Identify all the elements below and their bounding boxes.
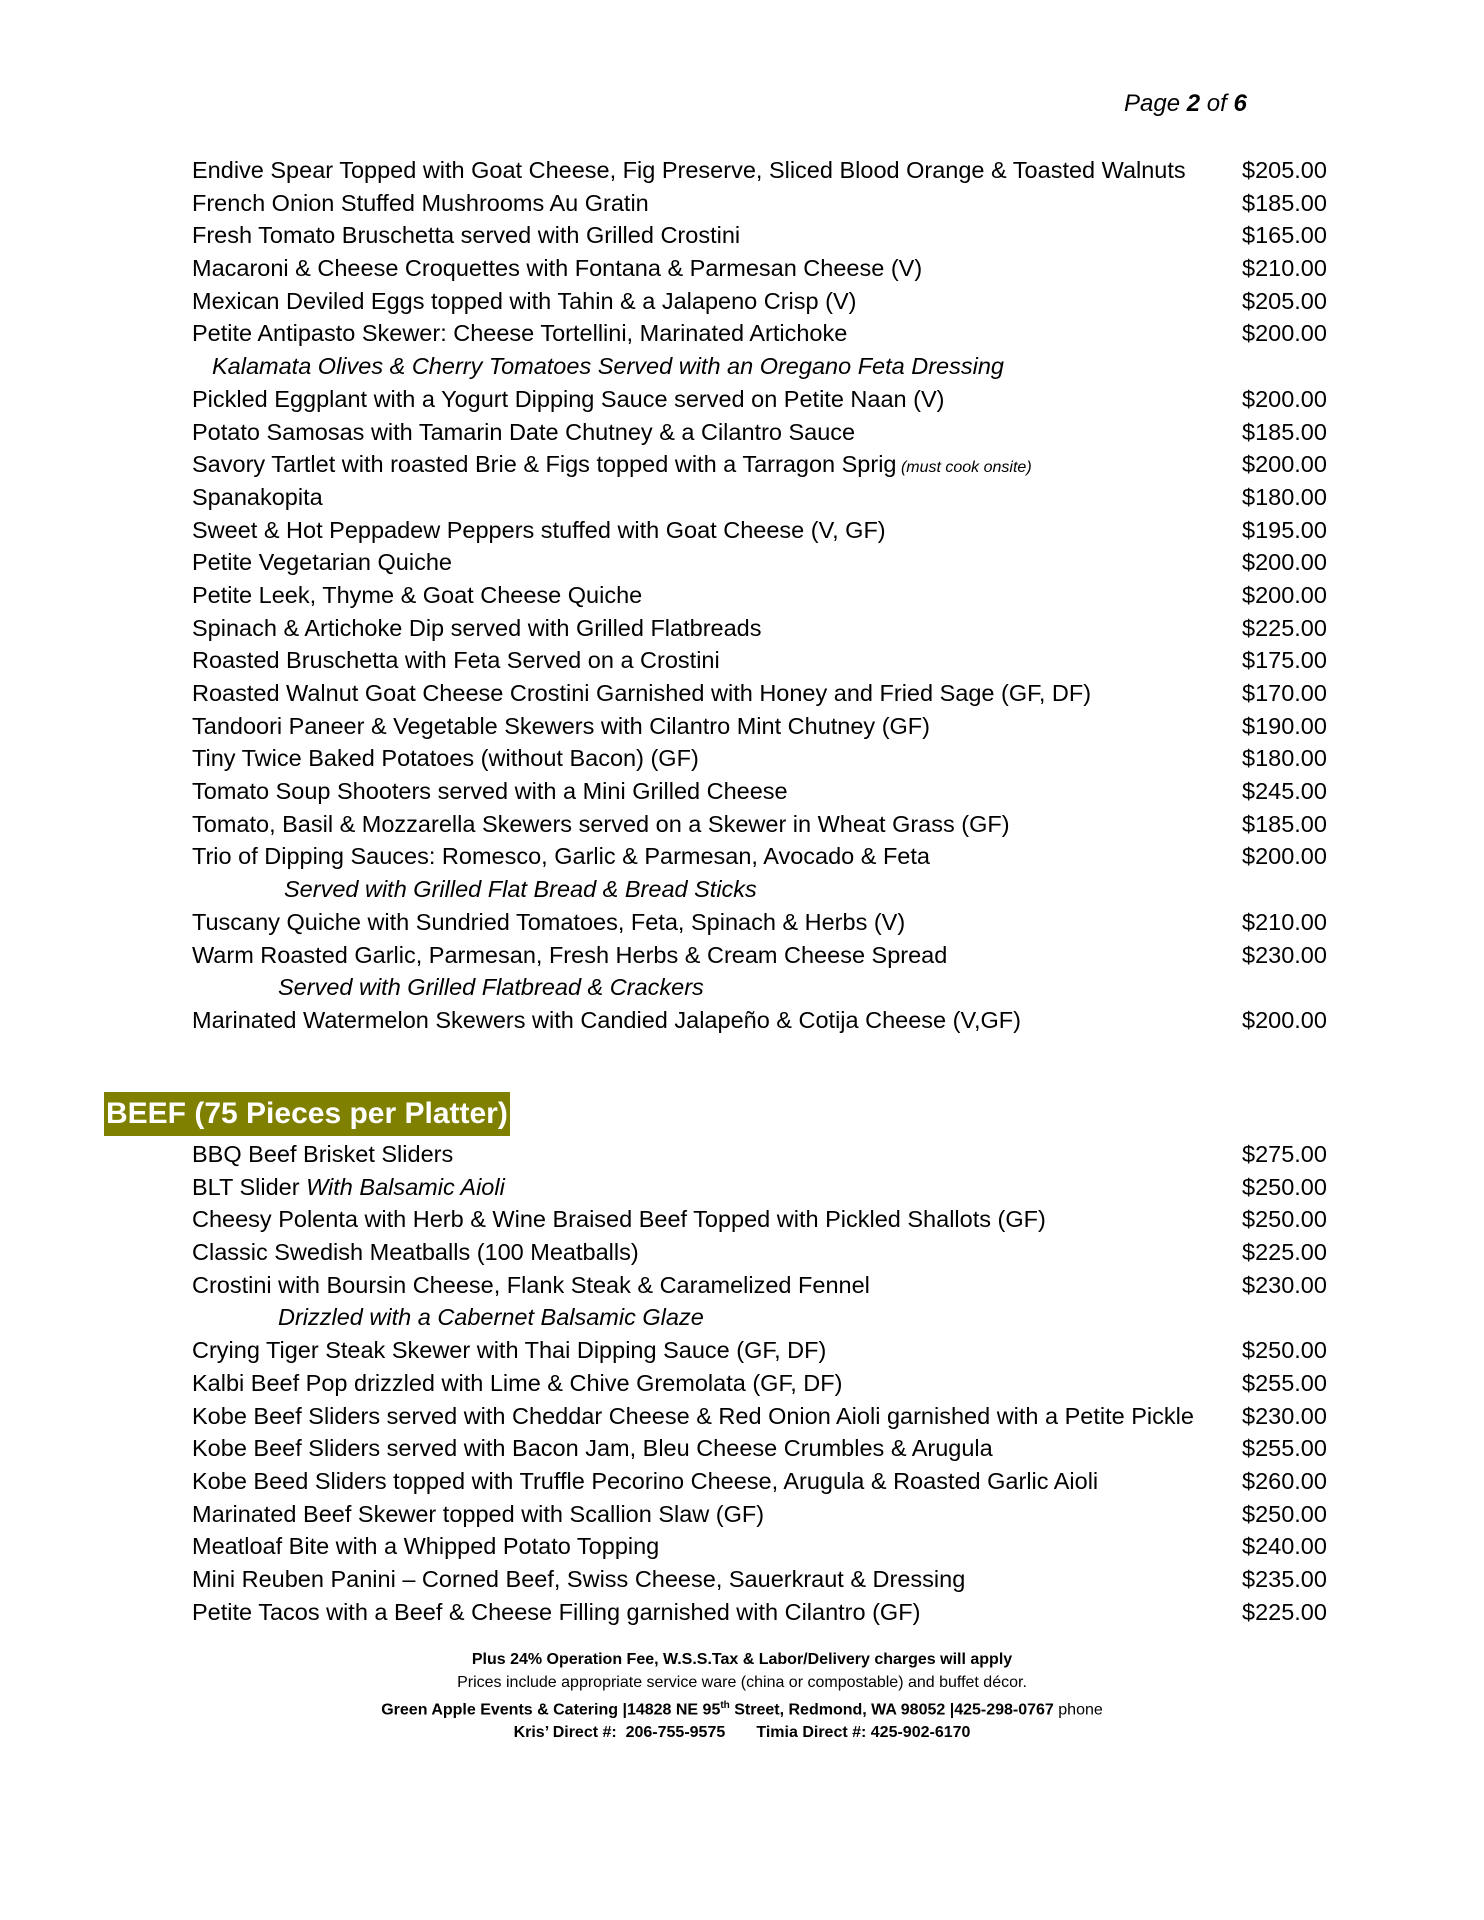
menu-item-price: $240.00	[1242, 1533, 1327, 1560]
menu-item	[192, 187, 1342, 220]
menu-item-price: $200.00	[1242, 843, 1327, 870]
menu-item-name-text: Sweet & Hot Peppadew Peppers stuffed with Goat Cheese (V, GF)	[192, 516, 886, 543]
footer-contacts: Kris’ Direct #: 206-755-9575 Timia Direct #: 425-902-6170	[513, 1724, 971, 1742]
menu-item-price: $235.00	[1242, 1565, 1327, 1592]
menu-item-price: $230.00	[1242, 941, 1327, 968]
menu-item-name	[192, 514, 886, 547]
menu-item	[192, 448, 1342, 481]
menu-item-name-text: Potato Samosas with Tamarin Date Chutney & a Cilantro Sauce	[192, 418, 856, 445]
menu-item-name	[192, 1432, 993, 1465]
menu-item-price: $230.00	[1242, 1271, 1327, 1298]
menu-item-name-text: Tandoori Paneer & Vegetable Skewers with Cilantro Mint Chutney (GF)	[192, 712, 930, 739]
menu-item-name	[192, 1563, 965, 1596]
menu-item-name	[192, 383, 944, 416]
menu-item-price: $210.00	[1242, 255, 1327, 282]
menu-item-description	[192, 873, 1342, 906]
page-number: Page 2 of 6	[1124, 90, 1247, 117]
menu-item-name-text: Tuscany Quiche with Sundried Tomatoes, Feta, Spinach & Herbs (V)	[192, 908, 906, 935]
menu-item-name	[192, 317, 847, 350]
menu-item-price: $275.00	[1242, 1141, 1327, 1167]
menu-item-price: $185.00	[1242, 418, 1327, 445]
menu-item	[192, 775, 1342, 808]
menu-item-name-text: Petite Tacos with a Beef & Cheese Filling garnished with Cilantro (GF)	[192, 1598, 921, 1625]
menu-item	[192, 1465, 1342, 1498]
menu-item-name-text: Roasted Bruschetta with Feta Served on a Crostini	[192, 647, 720, 674]
menu-item-name-text: Cheesy Polenta with Herb & Wine Braised Beef Topped with Pickled Shallots (GF)	[192, 1206, 1046, 1233]
menu-item-name	[192, 677, 1091, 710]
menu-item	[192, 612, 1342, 645]
footer-address: Green Apple Events & Catering |14828 NE 95th Street, Redmond, WA 98052 |425-298-0767 phone	[381, 1700, 1103, 1719]
menu-item-price: $205.00	[1242, 157, 1327, 183]
menu-item-name-text: Mexican Deviled Eggs topped with Tahin & a Jalapeno Crisp (V)	[192, 287, 857, 314]
menu-item	[192, 808, 1342, 841]
menu-item-price: $180.00	[1242, 483, 1327, 510]
menu-item-description	[192, 350, 1342, 383]
menu-item	[192, 1138, 1342, 1171]
menu-item	[192, 1400, 1342, 1433]
menu-item-name-text: Fresh Tomato Bruschetta served with Grilled Crostini	[192, 222, 741, 249]
menu-item-name	[192, 1236, 639, 1269]
menu-item-name-text: Petite Leek, Thyme & Goat Cheese Quiche	[192, 581, 643, 608]
menu-item	[192, 1367, 1342, 1400]
menu-item-name-text: Crying Tiger Steak Skewer with Thai Dipping Sauce (GF, DF)	[192, 1337, 827, 1364]
menu-item-name-text: Macaroni & Cheese Croquettes with Fontana & Parmesan Cheese (V)	[192, 255, 923, 282]
menu-item-name	[192, 416, 855, 449]
menu-item-name-text: Roasted Walnut Goat Cheese Crostini Garnished with Honey and Fried Sage (GF, DF)	[192, 680, 1092, 706]
menu-item-name	[192, 285, 856, 318]
menu-item-price: $255.00	[1242, 1369, 1327, 1396]
menu-item-note: (must cook onsite)	[900, 459, 1032, 477]
menu-item-name	[192, 808, 1010, 841]
menu-item-price: $200.00	[1242, 549, 1327, 576]
menu-item-name	[192, 840, 930, 873]
menu-item-name-text: French Onion Stuffed Mushrooms Au Gratin	[192, 189, 649, 216]
menu-item	[192, 1334, 1342, 1367]
menu-item-price: $230.00	[1242, 1402, 1327, 1429]
menu-item-name-text: BLT Slider	[192, 1173, 307, 1200]
menu-item-italic-text: With Balsamic Aioli	[306, 1173, 505, 1200]
menu-item-price: $255.00	[1242, 1435, 1327, 1462]
menu-item-subtext: Served with Grilled Flat Bread & Bread Sticks	[284, 876, 757, 903]
menu-item-name	[192, 1269, 870, 1302]
menu-item-price: $170.00	[1242, 680, 1327, 706]
menu-item	[192, 1530, 1342, 1563]
menu-item-description	[192, 1301, 1342, 1334]
menu-item-name	[192, 481, 323, 514]
menu-item-price: $225.00	[1242, 614, 1327, 641]
menu-item	[192, 1203, 1342, 1236]
menu-item-name	[192, 187, 649, 220]
menu-item	[192, 514, 1342, 547]
menu-item-name	[192, 1367, 842, 1400]
menu-item	[192, 742, 1342, 775]
menu-item-price: $185.00	[1242, 810, 1327, 837]
menu-item	[192, 1596, 1342, 1629]
menu-item-price: $180.00	[1242, 745, 1327, 772]
menu-item-name	[192, 1334, 826, 1367]
menu-item-price: $250.00	[1242, 1500, 1327, 1527]
menu-item-price: $175.00	[1242, 647, 1327, 674]
menu-item-price: $210.00	[1242, 908, 1327, 935]
menu-item-price: $250.00	[1242, 1173, 1327, 1200]
menu-item-name	[192, 252, 922, 285]
menu-item	[192, 1563, 1342, 1596]
menu-item-name	[192, 710, 930, 743]
menu-item	[192, 710, 1342, 743]
menu-item-price: $200.00	[1242, 385, 1327, 412]
menu-item-price: $190.00	[1242, 712, 1327, 739]
menu-item-price: $245.00	[1242, 778, 1327, 805]
menu-item-price: $225.00	[1242, 1598, 1327, 1625]
footer-service-note: Prices include appropriate service ware (china or compostable) and buffet décor.	[457, 1674, 1027, 1691]
menu-item-price: $250.00	[1242, 1337, 1327, 1364]
menu-item-price: $185.00	[1242, 189, 1327, 216]
menu-item	[192, 1236, 1342, 1269]
menu-item-name-text: Tomato Soup Shooters served with a Mini Grilled Cheese	[192, 778, 788, 805]
menu-item	[192, 677, 1342, 710]
menu-item-price: $200.00	[1242, 1006, 1327, 1033]
menu-item-description	[192, 971, 1342, 1004]
menu-item-price: $200.00	[1242, 581, 1327, 608]
menu-item	[192, 1498, 1342, 1531]
menu-item-name	[192, 1530, 659, 1563]
menu-item-name-text: Kobe Beed Sliders topped with Truffle Pecorino Cheese, Arugula & Roasted Garlic Aioli	[192, 1467, 1099, 1494]
menu-item	[192, 285, 1342, 318]
menu-item-name-text: Crostini with Boursin Cheese, Flank Steak & Caramelized Fennel	[192, 1271, 870, 1298]
menu-item-name	[192, 1465, 1098, 1498]
menu-item-name	[192, 448, 1032, 485]
menu-item-name-text: Endive Spear Topped with Goat Cheese, Fig Preserve, Sliced Blood Orange & Toasted Walnuts	[192, 157, 1186, 183]
menu-item-name	[192, 1171, 505, 1204]
menu-item-name	[192, 154, 1186, 187]
menu-item	[192, 1004, 1342, 1037]
menu-item-name	[192, 1498, 764, 1531]
beef-section-header: BEEF (75 Pieces per Platter)	[104, 1092, 510, 1136]
menu-item	[192, 579, 1342, 612]
menu-item-name	[192, 219, 740, 252]
menu-item-name	[192, 612, 762, 645]
menu-item	[192, 1269, 1342, 1302]
menu-item	[192, 317, 1342, 350]
menu-item	[192, 481, 1342, 514]
menu-item	[192, 546, 1342, 579]
menu-item-name-text: Tomato, Basil & Mozzarella Skewers served on a Skewer in Wheat Grass (GF)	[192, 810, 1010, 837]
menu-item-name-text: Petite Antipasto Skewer: Cheese Tortellini, Marinated Artichoke	[192, 320, 848, 347]
menu-item-name	[192, 906, 905, 939]
menu-item-price: $165.00	[1242, 222, 1327, 249]
menu-item-name	[192, 775, 788, 808]
menu-item-price: $260.00	[1242, 1467, 1327, 1494]
menu-item	[192, 219, 1342, 252]
menu-item-price: $250.00	[1242, 1206, 1327, 1233]
beef-menu-list	[192, 1138, 1342, 1628]
menu-item-name-text: Tiny Twice Baked Potatoes (without Bacon) (GF)	[192, 745, 699, 772]
menu-item-price: $225.00	[1242, 1239, 1327, 1266]
footer-fee-note: Plus 24% Operation Fee, W.S.S.Tax & Labor/Delivery charges will apply	[471, 1651, 1013, 1668]
menu-item-name-text: Spinach & Artichoke Dip served with Grilled Flatbreads	[192, 614, 762, 641]
menu-item-name-text: Mini Reuben Panini – Corned Beef, Swiss Cheese, Sauerkraut & Dressing	[192, 1565, 966, 1592]
menu-item-name	[192, 939, 947, 972]
menu-item	[192, 939, 1342, 972]
menu-item-price: $200.00	[1242, 451, 1327, 478]
menu-item-name-text: Pickled Eggplant with a Yogurt Dipping Sauce served on Petite Naan (V)	[192, 385, 945, 412]
menu-item	[192, 906, 1342, 939]
menu-item	[192, 154, 1342, 187]
appetizer-menu-list	[192, 154, 1342, 1037]
menu-item-name-text: Classic Swedish Meatballs (100 Meatballs)	[192, 1239, 639, 1266]
menu-item-name	[192, 1596, 920, 1629]
menu-item-name	[192, 742, 699, 775]
menu-item-name	[192, 644, 720, 677]
menu-item-subtext: Drizzled with a Cabernet Balsamic Glaze	[278, 1304, 704, 1331]
menu-item-name-text: Marinated Watermelon Skewers with Candied Jalapeño & Cotija Cheese (V,GF)	[192, 1006, 1021, 1033]
menu-item	[192, 840, 1342, 873]
menu-item-name-text: Petite Vegetarian Quiche	[192, 549, 452, 576]
menu-item-name	[192, 1203, 1046, 1236]
menu-item	[192, 1171, 1342, 1204]
menu-item-subtext: Served with Grilled Flatbread & Crackers	[278, 974, 704, 1001]
menu-item-subtext: Kalamata Olives & Cherry Tomatoes Served with an Oregano Feta Dressing	[212, 353, 1004, 380]
menu-item-name-text: Warm Roasted Garlic, Parmesan, Fresh Herbs & Cream Cheese Spread	[192, 941, 948, 968]
menu-item-name	[192, 546, 452, 579]
menu-item-name-text: BBQ Beef Brisket Sliders	[192, 1141, 454, 1167]
menu-item-name	[192, 1004, 1021, 1037]
menu-item	[192, 252, 1342, 285]
menu-item	[192, 416, 1342, 449]
menu-item	[192, 644, 1342, 677]
menu-item	[192, 383, 1342, 416]
menu-item-name-text: Marinated Beef Skewer topped with Scallion Slaw (GF)	[192, 1500, 765, 1527]
menu-item-name-text: Kobe Beef Sliders served with Bacon Jam, Bleu Cheese Crumbles & Arugula	[192, 1435, 993, 1462]
menu-item-price: $200.00	[1242, 320, 1327, 347]
footer	[0, 1648, 1484, 1744]
menu-item-name-text: Spanakopita	[192, 483, 323, 510]
menu-item-name	[192, 579, 642, 612]
menu-item-name-text: Meatloaf Bite with a Whipped Potato Topping	[192, 1533, 660, 1560]
menu-item-name-text: Savory Tartlet with roasted Brie & Figs topped with a Tarragon Sprig	[192, 451, 897, 478]
menu-item-name	[192, 1138, 453, 1171]
menu-item-name-text: Kalbi Beef Pop drizzled with Lime & Chive Gremolata (GF, DF)	[192, 1369, 843, 1396]
menu-item-name-text: Kobe Beef Sliders served with Cheddar Cheese & Red Onion Aioli garnished with a Petite Pickle	[192, 1402, 1194, 1429]
menu-item-name	[192, 1400, 1194, 1433]
menu-item-price: $195.00	[1242, 516, 1327, 543]
menu-item-price: $205.00	[1242, 287, 1327, 314]
menu-item	[192, 1432, 1342, 1465]
menu-item-name-text: Trio of Dipping Sauces: Romesco, Garlic & Parmesan, Avocado & Feta	[192, 843, 930, 870]
